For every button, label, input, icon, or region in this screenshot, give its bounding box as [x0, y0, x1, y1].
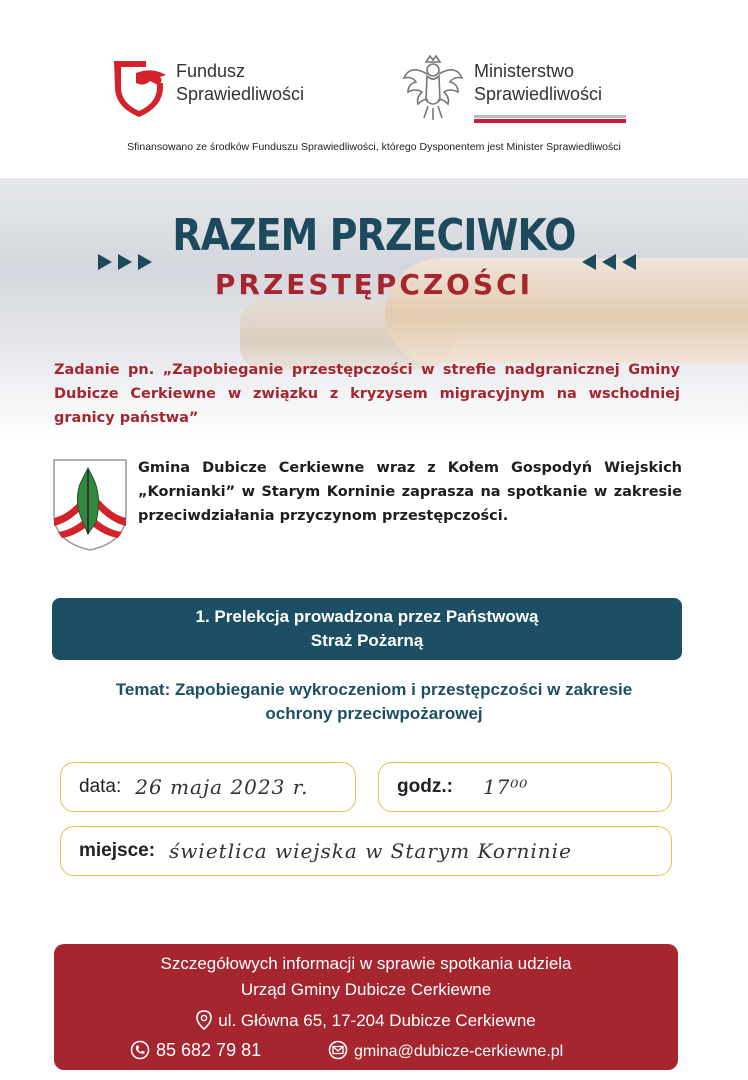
lecture-banner	[52, 598, 682, 660]
fund-logo-text	[176, 60, 304, 106]
place-field	[60, 826, 672, 876]
title-line1: RAZEM PRZECIWKO	[172, 210, 576, 261]
funding-note: Sfinansowano ze środków Funduszu Sprawiedliwości, którego Dysponentem jest Minister Sprawiedliwości	[127, 141, 621, 153]
place-label: miejsce:	[79, 840, 156, 861]
contact-phone[interactable]: 85 682 79 81	[156, 1040, 262, 1060]
fund-logo-line2: Sprawiedliwości	[176, 84, 305, 104]
polish-eagle-emblem-icon	[400, 52, 466, 124]
contact-address-row	[54, 1010, 678, 1031]
fund-shield-logo-icon	[106, 53, 172, 119]
invitation-text: Gmina Dubicze Cerkiewne wraz z Kołem Gospodyń Wiejskich „Kornianki” w Starym Korninie zaprasza na spotkanie w zakresie przeciwdziałania przyczynom przestępczości.	[138, 460, 682, 524]
fund-logo-line1: Fundusz	[176, 61, 246, 81]
ministry-logo-line2: Sprawiedliwości	[474, 84, 603, 104]
email-icon	[328, 1040, 348, 1060]
contact-box	[54, 944, 678, 1070]
coat-of-arms-icon	[52, 458, 128, 552]
phone-icon	[130, 1040, 150, 1060]
contact-line1: Szczegółowych informacji w sprawie spotkania udziela	[160, 954, 572, 973]
date-value: 26 maja 2023 r.	[135, 775, 309, 799]
lecture-line1: 1. Prelekcja prowadzona przez Państwową	[195, 607, 539, 626]
double-arrow-right-icon	[574, 250, 638, 274]
time-field	[378, 762, 672, 812]
topic-line1: Temat: Zapobieganie wykroczeniom i przestępczości w zakresie	[115, 680, 633, 699]
time-value: 17⁰⁰	[482, 775, 529, 799]
time-label: godz.:	[397, 776, 453, 797]
topic-text	[52, 678, 696, 726]
contact-address: ul. Główna 65, 17-204 Dubicze Cerkiewne	[218, 1011, 536, 1030]
location-pin-icon	[196, 1010, 212, 1030]
lecture-line2: Straż Pożarną	[310, 631, 424, 650]
title-line2: PRZESTĘPCZOŚCI	[214, 268, 534, 301]
contact-phone-row[interactable]	[130, 1040, 261, 1061]
contact-line2: Urząd Gminy Dubicze Cerkiewne	[240, 980, 492, 999]
topic-line2: ochrony przeciwpożarowej	[265, 704, 483, 723]
place-value: świetlica wiejska w Starym Korninie	[169, 839, 572, 863]
ministry-logo-text	[474, 60, 602, 106]
task-description: Zadanie pn. „Zapobieganie przestępczości w strefie nadgranicznej Gminy Dubicze Cerkiewne w związku z kryzysem migracyjnym na wschodniej granicy państwa”	[54, 362, 680, 426]
flag-stripe	[474, 115, 626, 123]
contact-email[interactable]: gmina@dubicze-cerkiewne.pl	[354, 1043, 564, 1060]
ministry-logo-line1: Ministerstwo	[474, 61, 575, 81]
date-field	[60, 762, 356, 812]
contact-email-row[interactable]	[328, 1040, 563, 1061]
date-label: data:	[79, 776, 122, 797]
